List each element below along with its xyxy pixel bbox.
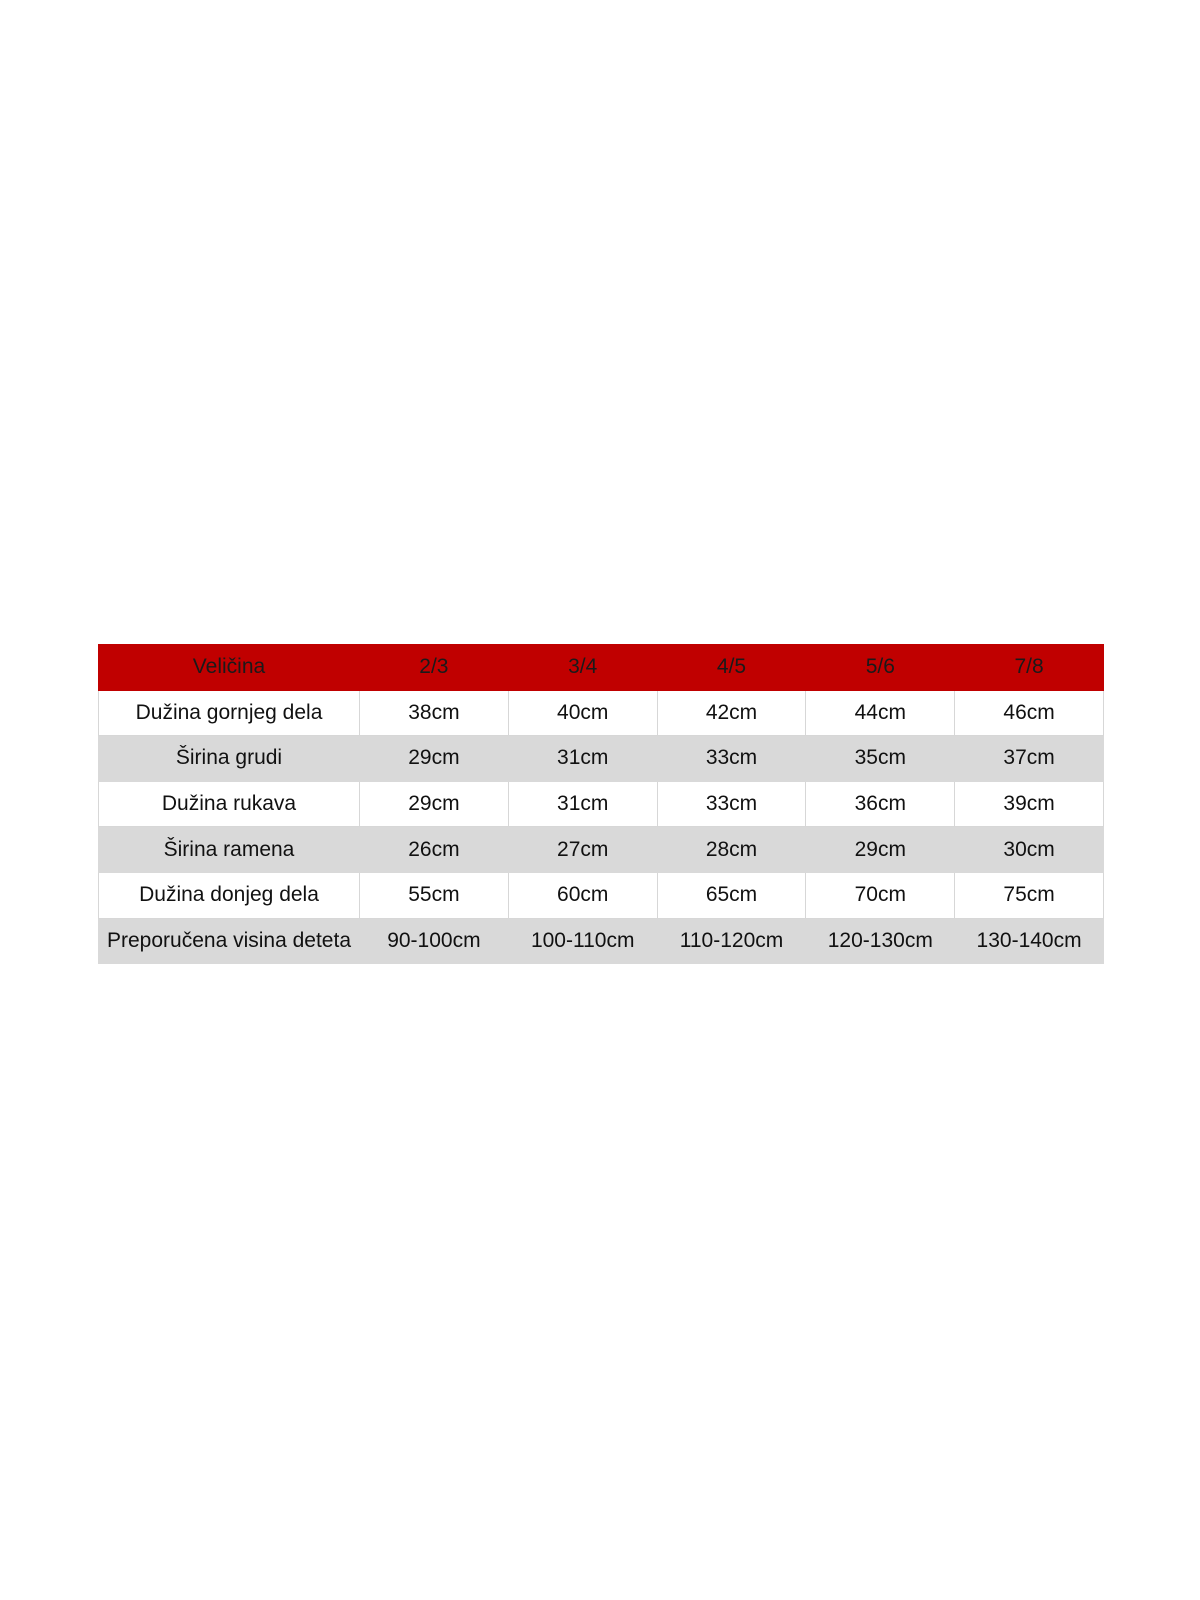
value-cell: 120-130cm <box>806 918 955 964</box>
header-size-cell: 5/6 <box>806 645 955 691</box>
value-cell: 28cm <box>657 827 806 873</box>
table-row <box>99 827 1104 873</box>
header-size-cell: 7/8 <box>955 645 1104 691</box>
header-size-cell: 2/3 <box>360 645 509 691</box>
value-cell: 90-100cm <box>360 918 509 964</box>
row-label-cell: Dužina donjeg dela <box>99 872 360 918</box>
value-cell: 35cm <box>806 736 955 782</box>
table-row <box>99 781 1104 827</box>
size-chart-table <box>98 644 1104 964</box>
value-cell: 42cm <box>657 690 806 736</box>
value-cell: 30cm <box>955 827 1104 873</box>
value-cell: 38cm <box>360 690 509 736</box>
table-row <box>99 736 1104 782</box>
value-cell: 29cm <box>806 827 955 873</box>
value-cell: 33cm <box>657 781 806 827</box>
value-cell: 31cm <box>508 736 657 782</box>
value-cell: 29cm <box>360 781 509 827</box>
value-cell: 37cm <box>955 736 1104 782</box>
value-cell: 46cm <box>955 690 1104 736</box>
header-row <box>99 645 1104 691</box>
row-label-cell: Preporučena visina deteta <box>99 918 360 964</box>
value-cell: 31cm <box>508 781 657 827</box>
value-cell: 70cm <box>806 872 955 918</box>
header-label-cell: Veličina <box>99 645 360 691</box>
value-cell: 40cm <box>508 690 657 736</box>
value-cell: 65cm <box>657 872 806 918</box>
value-cell: 130-140cm <box>955 918 1104 964</box>
table-row <box>99 690 1104 736</box>
header-size-cell: 4/5 <box>657 645 806 691</box>
value-cell: 75cm <box>955 872 1104 918</box>
value-cell: 27cm <box>508 827 657 873</box>
value-cell: 29cm <box>360 736 509 782</box>
value-cell: 33cm <box>657 736 806 782</box>
value-cell: 100-110cm <box>508 918 657 964</box>
value-cell: 39cm <box>955 781 1104 827</box>
value-cell: 60cm <box>508 872 657 918</box>
row-label-cell: Dužina rukava <box>99 781 360 827</box>
table-row <box>99 918 1104 964</box>
table-row <box>99 872 1104 918</box>
row-label-cell: Širina grudi <box>99 736 360 782</box>
value-cell: 26cm <box>360 827 509 873</box>
header-size-cell: 3/4 <box>508 645 657 691</box>
row-label-cell: Dužina gornjeg dela <box>99 690 360 736</box>
value-cell: 110-120cm <box>657 918 806 964</box>
row-label-cell: Širina ramena <box>99 827 360 873</box>
value-cell: 36cm <box>806 781 955 827</box>
value-cell: 44cm <box>806 690 955 736</box>
value-cell: 55cm <box>360 872 509 918</box>
